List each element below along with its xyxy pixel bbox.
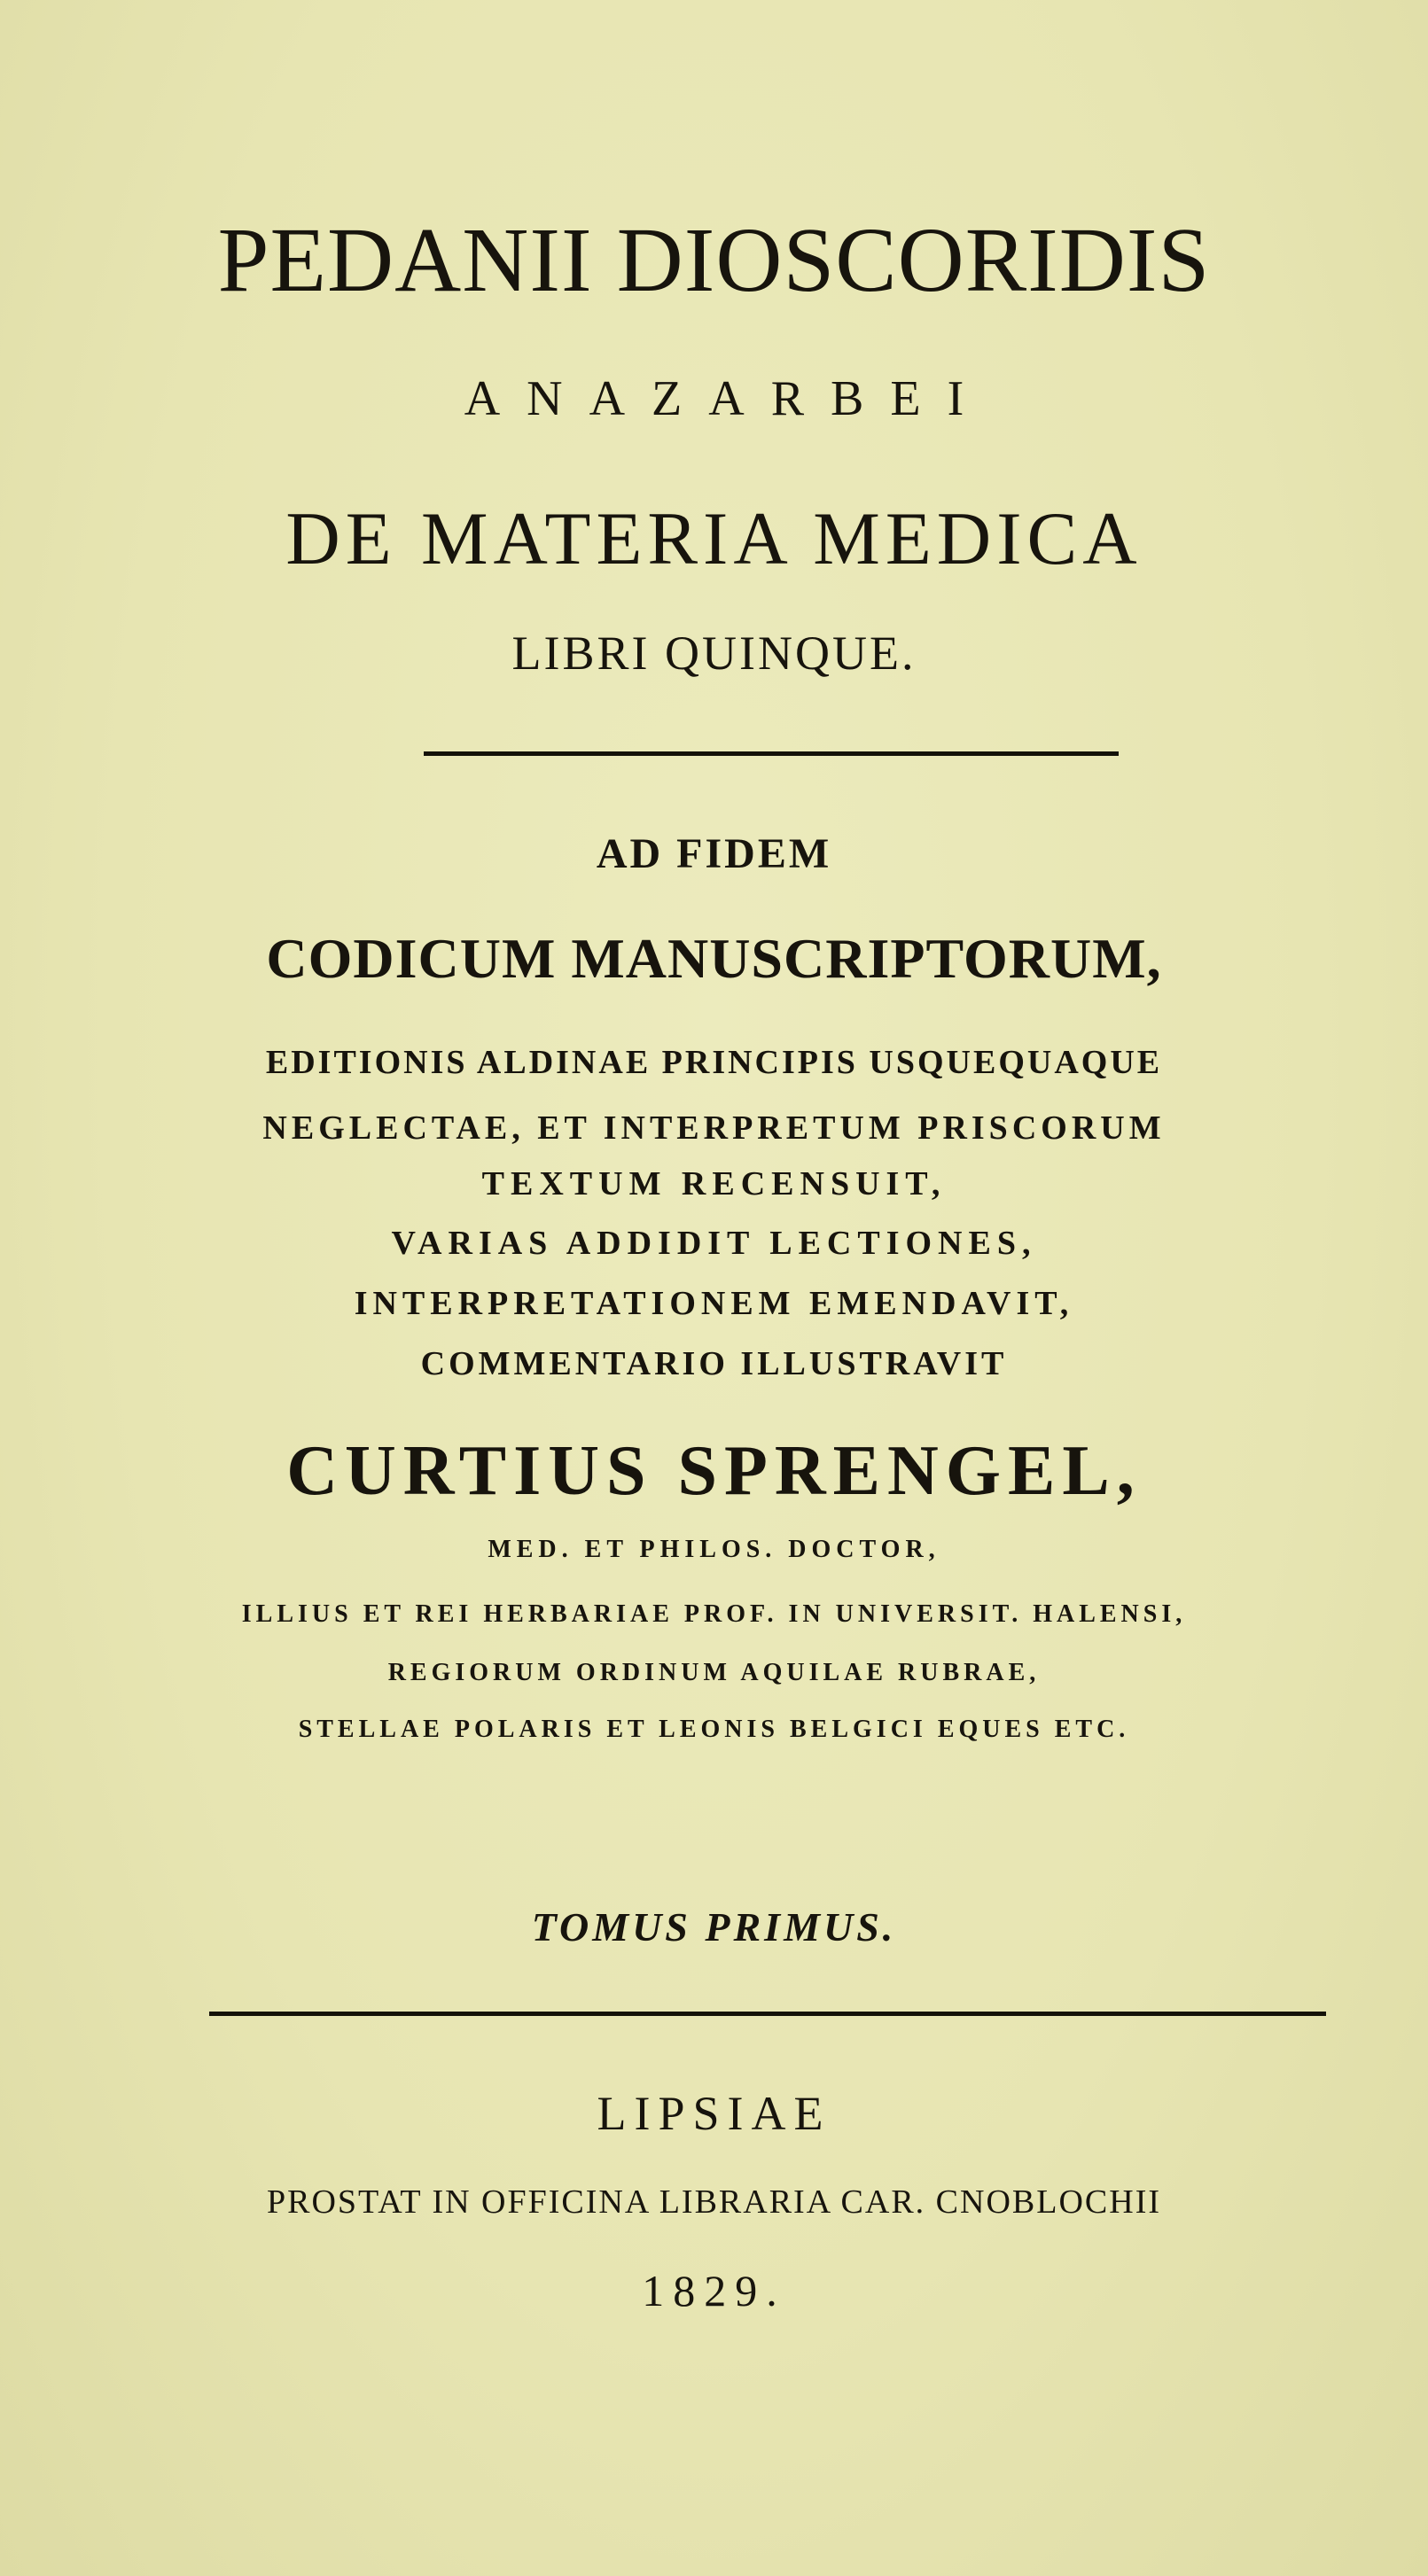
description-line: COMMENTARIO ILLUSTRAVIT — [420, 1345, 1008, 1382]
ad-fidem-line: AD FIDEM — [596, 830, 832, 877]
divider-rule — [424, 751, 1119, 756]
editor-title-line: REGIORUM ORDINUM AQUILAE RUBRAE, — [387, 1659, 1041, 1686]
imprint-year: 1829. — [642, 2266, 786, 2315]
volume-label: TOMUS PRIMUS. — [531, 1904, 897, 1950]
editor-name: CURTIUS SPRENGEL, — [286, 1432, 1142, 1510]
imprint-place: LIPSIAE — [597, 2087, 831, 2140]
work-title: DE MATERIA MEDICA — [285, 497, 1143, 580]
imprint-publisher: PROSTAT IN OFFICINA LIBRARIA CAR. CNOBLOCHII — [266, 2183, 1162, 2221]
author-heading: PEDANII DIOSCORIDIS — [217, 209, 1211, 311]
description-line: INTERPRETATIONEM EMENDAVIT, — [354, 1285, 1074, 1322]
codicum-line: CODICUM MANUSCRIPTORUM, — [266, 927, 1162, 990]
description-line: TEXTUM RECENSUIT, — [481, 1165, 947, 1202]
editor-title-line: STELLAE POLARIS ET LEONIS BELGICI EQUES ETC. — [298, 1716, 1130, 1743]
editor-title-line: MED. ET PHILOS. DOCTOR, — [488, 1536, 940, 1563]
books-count: LIBRI QUINQUE. — [511, 626, 917, 680]
description-line: NEGLECTAE, ET INTERPRETUM PRISCORUM — [262, 1109, 1166, 1147]
description-line: VARIAS ADDIDIT LECTIONES, — [391, 1225, 1037, 1262]
editor-title-line: ILLIUS ET REI HERBARIAE PROF. IN UNIVERSIT. HALENSI, — [241, 1600, 1187, 1628]
divider-rule — [209, 2012, 1326, 2016]
author-epithet: ANAZARBEI — [464, 371, 991, 426]
description-line: EDITIONIS ALDINAE PRINCIPIS USQUEQUAQUE — [265, 1044, 1163, 1081]
